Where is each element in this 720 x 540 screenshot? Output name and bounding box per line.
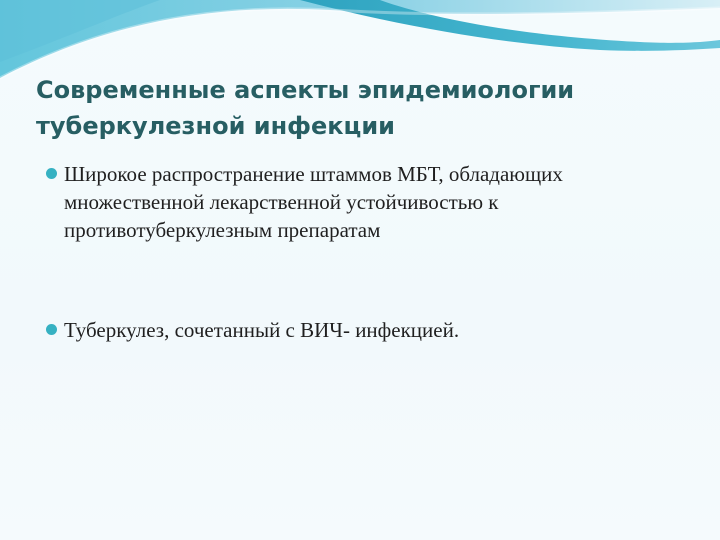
bullet-list bbox=[44, 160, 694, 344]
bullet-text: Широкое распространение штаммов МБТ, обладающих множественной лекарственной устойчивостью к противотуберкулезным препаратам bbox=[64, 162, 563, 242]
bullet-item-mdr-strains bbox=[44, 160, 694, 244]
bullet-item-tb-hiv bbox=[44, 316, 694, 344]
bullet-text: Туберкулез, сочетанный с ВИЧ- инфекцией. bbox=[64, 318, 460, 342]
bullet-dot-icon bbox=[46, 168, 57, 179]
slide-title: Современные аспекты эпидемиологии туберкулезной инфекции bbox=[36, 76, 575, 140]
bullet-dot-icon bbox=[46, 324, 57, 335]
